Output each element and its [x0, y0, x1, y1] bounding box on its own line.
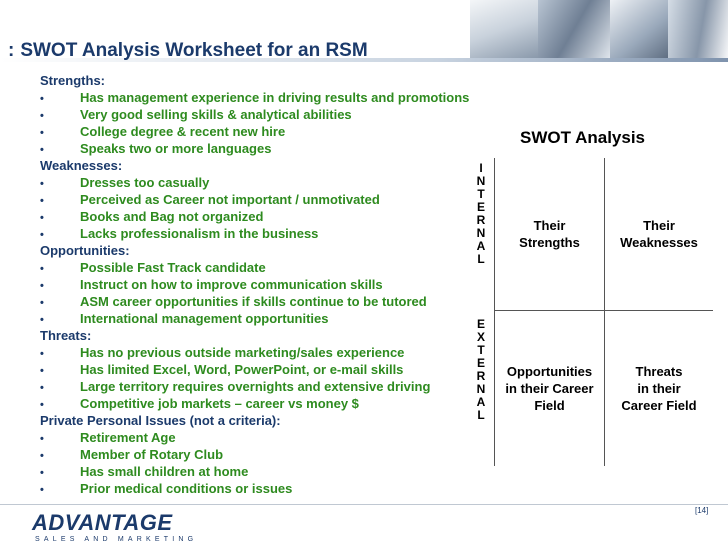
list-item-text: International management opportunities: [80, 311, 329, 326]
list-item-text: Lacks professionalism in the business: [80, 226, 319, 241]
list-item: [40, 395, 520, 412]
page-number: [14]: [695, 506, 709, 515]
page-title: [8, 40, 368, 62]
list-item: [40, 463, 520, 480]
swot-cell-opportunities: [495, 311, 605, 466]
external-axis-label: [468, 318, 494, 464]
list-item-text: Books and Bag not organized: [80, 209, 264, 224]
list-item: [40, 106, 520, 123]
bullet-glyph: •: [40, 433, 44, 445]
header-photo: [470, 0, 538, 58]
bullet-glyph: •: [40, 178, 44, 190]
footer-divider: [0, 504, 728, 505]
axis-letter: T: [477, 343, 485, 357]
bullet-glyph: •: [40, 127, 44, 139]
list-item-text: Possible Fast Track candidate: [80, 260, 266, 275]
list-item-text: Prior medical conditions or issues: [80, 481, 293, 496]
axis-letter: X: [476, 330, 485, 344]
list-item: [40, 378, 520, 395]
axis-letter: E: [476, 317, 485, 331]
logo-tagline: SALES AND MARKETING: [35, 536, 198, 543]
section-heading: Strengths:: [40, 73, 105, 88]
axis-letter: N: [476, 174, 486, 188]
list-item-text: Has no previous outside marketing/sales experience: [80, 345, 405, 360]
list-item: [40, 446, 520, 463]
list-item-text: Instruct on how to improve communication skills: [80, 277, 383, 292]
list-item-text: Competitive job markets – career vs money $: [80, 396, 359, 411]
cell-line: in their Career: [505, 381, 594, 396]
cell-line: Weaknesses: [620, 235, 698, 250]
bullet-glyph: •: [40, 399, 44, 411]
bullet-glyph: •: [40, 382, 44, 394]
list-item: [40, 310, 520, 327]
swot-cell-weaknesses: [605, 158, 713, 311]
list-item-text: Large territory requires overnights and extensive driving: [80, 379, 431, 394]
list-item: [40, 361, 520, 378]
list-item-text: Member of Rotary Club: [80, 447, 224, 462]
header-photo: [538, 0, 610, 58]
list-item: [40, 89, 520, 106]
cell-line: Strengths: [519, 235, 580, 250]
list-item: [40, 225, 520, 242]
axis-letter: N: [476, 382, 486, 396]
advantage-logo: [32, 510, 198, 544]
bullet-glyph: •: [40, 297, 44, 309]
axis-letter: E: [476, 200, 485, 214]
bullet-glyph: •: [40, 144, 44, 156]
list-item: [40, 344, 520, 361]
list-item-text: Has limited Excel, Word, PowerPoint, or e-mail skills: [80, 362, 404, 377]
axis-letter: T: [477, 187, 485, 201]
list-item: [40, 276, 520, 293]
list-item: [40, 123, 520, 140]
cell-line: Opportunities: [506, 364, 593, 379]
bullet-glyph: •: [40, 195, 44, 207]
cell-line: Their: [643, 218, 675, 233]
bullet-glyph: •: [40, 467, 44, 479]
bullet-glyph: •: [40, 314, 44, 326]
list-item-text: Very good selling skills & analytical abilities: [80, 107, 352, 122]
cell-line: in their: [637, 381, 681, 396]
swot-grid: [494, 158, 712, 466]
swot-cell-threats: [605, 311, 713, 466]
axis-letter: R: [476, 213, 486, 227]
swot-title: SWOT Analysis: [520, 128, 646, 147]
worksheet-list: [40, 72, 520, 497]
section-heading: Opportunities:: [40, 243, 130, 258]
list-item: [40, 429, 520, 446]
list-item-text: Perceived as Career not important / unmotivated: [80, 192, 380, 207]
list-item: [40, 293, 520, 310]
list-item-text: ASM career opportunities if skills continue to be tutored: [80, 294, 427, 309]
axis-letter: L: [477, 408, 485, 422]
bullet-glyph: •: [40, 212, 44, 224]
list-item-text: College degree & recent new hire: [80, 124, 286, 139]
bullet-glyph: •: [40, 110, 44, 122]
axis-letter: N: [476, 226, 486, 240]
axis-letter: A: [476, 395, 486, 409]
list-item-text: Has small children at home: [80, 464, 249, 479]
logo-wordmark: ADVANTAGE: [32, 510, 173, 535]
cell-line: Field: [534, 398, 565, 413]
internal-axis-label: [468, 162, 494, 312]
axis-letter: I: [479, 161, 483, 175]
bullet-glyph: •: [40, 365, 44, 377]
list-item: [40, 259, 520, 276]
list-item: [40, 174, 520, 191]
section-heading: Weaknesses:: [40, 158, 123, 173]
axis-letter: L: [477, 252, 485, 266]
bullet-glyph: •: [40, 484, 44, 496]
cell-line: Career Field: [621, 398, 697, 413]
header-photo: [668, 0, 728, 58]
page-title-text: SWOT Analysis Worksheet for an RSM: [20, 40, 368, 61]
list-item: [40, 140, 520, 157]
title-bullet: :: [8, 40, 15, 61]
header-photo-strip: [470, 0, 728, 58]
bullet-glyph: •: [40, 93, 44, 105]
section-heading: Private Personal Issues (not a criteria):: [40, 413, 281, 428]
bullet-glyph: •: [40, 280, 44, 292]
list-item-text: Has management experience in driving results and promotions: [80, 90, 470, 105]
swot-cell-strengths: [495, 158, 605, 311]
list-item: [40, 208, 520, 225]
header-photo: [610, 0, 668, 58]
axis-letter: A: [476, 239, 486, 253]
bullet-glyph: •: [40, 229, 44, 241]
list-item-text: Dresses too casually: [80, 175, 210, 190]
section-heading: Threats:: [40, 328, 92, 343]
cell-line: Their: [533, 218, 566, 233]
bullet-glyph: •: [40, 263, 44, 275]
cell-line: Threats: [635, 364, 683, 379]
list-item: [40, 480, 520, 497]
bullet-glyph: •: [40, 450, 44, 462]
list-item-text: Retirement Age: [80, 430, 176, 445]
list-item-text: Speaks two or more languages: [80, 141, 272, 156]
axis-letter: R: [476, 369, 486, 383]
axis-letter: E: [476, 356, 485, 370]
bullet-glyph: •: [40, 348, 44, 360]
list-item: [40, 191, 520, 208]
